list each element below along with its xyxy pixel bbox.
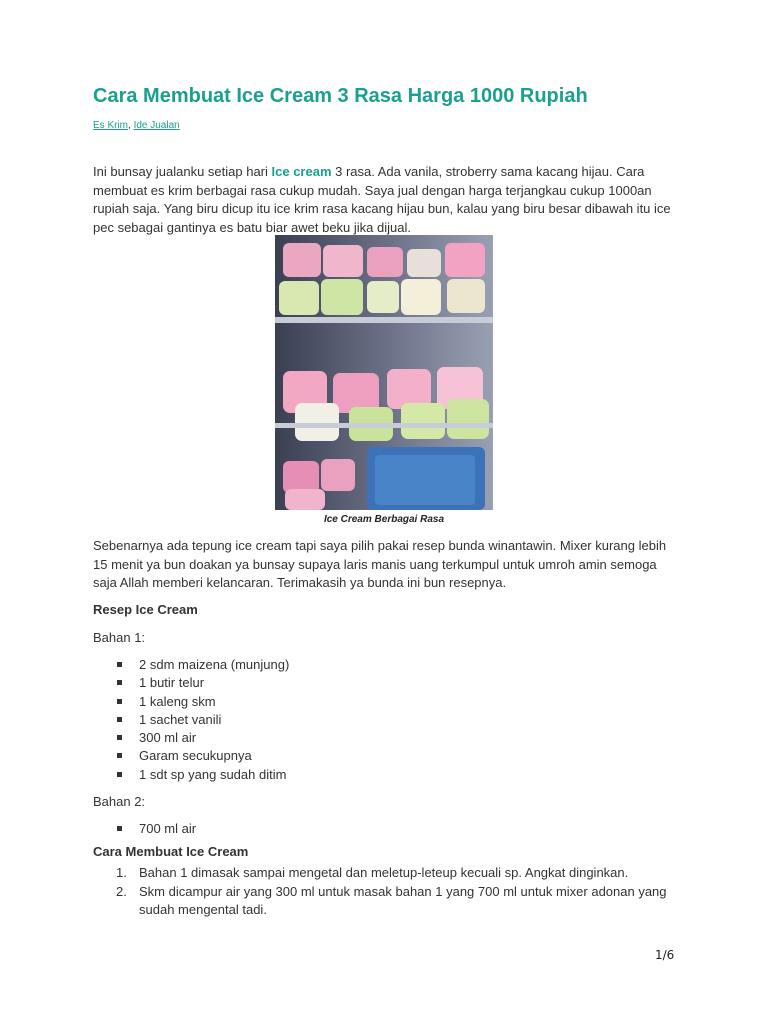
step-number: 1.	[116, 865, 127, 880]
list-item: 2 sdm maizena (munjung)	[93, 656, 289, 674]
intro-text-rest: 3 rasa. Ada vanila, stroberry sama kacang hijau. Cara membuat es krim berbagai rasa cukup mudah. Saya jual dengan harga terjangkau cukup 1000an rupiah saja. Yang biru dicup itu ice krim rasa kacang hijau bun, kalau yang biru besar dibawah itu ice pec sebagai gantinya es batu biar awet beku jika dijual.	[93, 164, 671, 235]
body-paragraph: Sebenarnya ada tepung ice cream tapi saya pilih pakai resep bunda winantawin. Mixer kurang lebih 15 menit ya bun doakan ya bunsay supaya laris manis uang terkumpul untuk umroh amin semoga saja Allah memberi kelancaran. Terimakasih ya bunda ini bun resepnya.	[93, 538, 667, 590]
list-item: 300 ml air	[93, 729, 289, 747]
category-link-es-krim[interactable]: Es Krim	[93, 120, 128, 131]
bahan-1-label: Bahan 1:	[93, 630, 146, 645]
bahan-2-list	[93, 820, 196, 838]
step-number: 2.	[116, 883, 127, 899]
list-item: Garam secukupnya	[93, 747, 289, 765]
recipe-heading: Resep Ice Cream	[93, 602, 198, 617]
list-item: 700 ml air	[93, 820, 196, 838]
list-item: 1 butir telur	[93, 674, 289, 692]
intro-paragraph	[93, 163, 683, 237]
category-link-ide-jualan[interactable]: Ide Jualan	[133, 120, 180, 131]
step-text: Skm dicampur air yang 300 ml untuk masak bahan 1 yang 700 ml untuk mixer adonan yang sudah mengental tadi.	[139, 883, 667, 917]
page-indicator: 1/6	[655, 948, 675, 962]
bahan-2-label: Bahan 2:	[93, 794, 146, 809]
photo-caption: Ice Cream Berbagai Rasa	[323, 514, 445, 525]
article-title: Cara Membuat Ice Cream 3 Rasa Harga 1000 Rupiah	[93, 85, 588, 107]
method-steps	[93, 864, 683, 920]
step-item	[93, 883, 683, 920]
intro-text-start: Ini bunsay jualanku setiap hari	[93, 164, 272, 179]
method-heading: Cara Membuat Ice Cream	[93, 844, 249, 859]
category-links	[93, 120, 180, 131]
ice-cream-photo	[275, 235, 493, 510]
list-item: 1 kaleng skm	[93, 693, 289, 711]
ice-cream-link[interactable]: Ice cream	[271, 164, 332, 179]
list-item: 1 sdt sp yang sudah ditim	[93, 766, 289, 784]
step-item	[93, 864, 683, 883]
list-item: 1 sachet vanili	[93, 711, 289, 729]
step-text: Bahan 1 dimasak sampai mengetal dan meletup-leteup kecuali sp. Angkat dinginkan.	[139, 865, 629, 880]
category-separator: ,	[128, 120, 134, 131]
bahan-1-list	[93, 656, 289, 784]
